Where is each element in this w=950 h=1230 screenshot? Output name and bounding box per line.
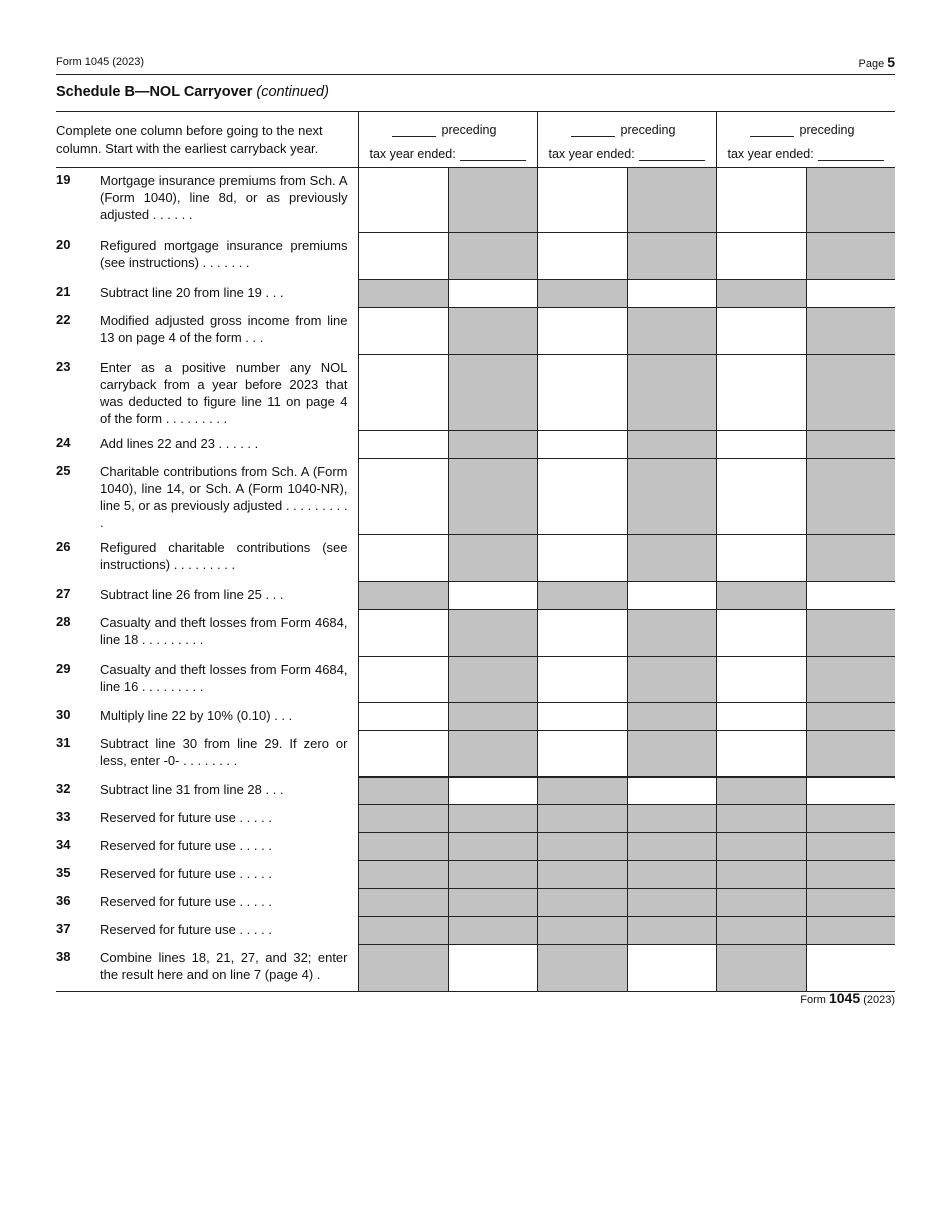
table-row — [56, 703, 895, 731]
shaded-cell — [358, 582, 448, 610]
page-header — [56, 54, 895, 75]
shaded-cell — [627, 861, 716, 889]
table-row — [56, 917, 895, 945]
schedule-b-table — [56, 111, 895, 992]
shaded-cell — [716, 777, 806, 805]
shaded-cell — [448, 657, 537, 703]
shaded-cell — [448, 703, 537, 731]
entry-cell[interactable] — [716, 308, 806, 355]
line-description: Reserved for future use . . . . . — [100, 809, 272, 825]
preceding-year-field[interactable] — [750, 122, 794, 137]
entry-cell[interactable] — [448, 777, 537, 805]
column-header-2 — [537, 112, 716, 168]
shaded-cell — [448, 168, 537, 233]
entry-cell[interactable] — [806, 280, 895, 308]
entry-cell[interactable] — [537, 233, 627, 280]
preceding-label: preceding — [620, 123, 676, 137]
shaded-cell — [806, 535, 895, 582]
entry-cell[interactable] — [627, 777, 716, 805]
line-description: Mortgage insurance premiums from Sch. A (Form 1040), line 8d, or as previously adjusted . . . . . . — [100, 173, 348, 222]
shaded-cell — [716, 861, 806, 889]
line-description: Reserved for future use . . . . . — [100, 837, 272, 853]
line-description: Casualty and theft losses from Form 4684, line 16 . . . . . . . . . — [100, 661, 348, 694]
footer-form-number: 1045 — [828, 990, 861, 1006]
entry-cell[interactable] — [806, 945, 895, 992]
page-number-value: 5 — [887, 54, 895, 70]
entry-cell[interactable] — [716, 657, 806, 703]
line-description: Reserved for future use . . . . . — [100, 865, 272, 881]
shaded-cell — [806, 610, 895, 657]
shaded-cell — [806, 657, 895, 703]
shaded-cell — [806, 703, 895, 731]
shaded-cell — [448, 610, 537, 657]
entry-cell[interactable] — [537, 610, 627, 657]
line-number: 31 — [56, 734, 71, 750]
entry-cell[interactable] — [537, 657, 627, 703]
shaded-cell — [448, 889, 537, 917]
entry-cell[interactable] — [358, 431, 448, 459]
entry-cell[interactable] — [716, 703, 806, 731]
shaded-cell — [448, 731, 537, 777]
line-description: Reserved for future use . . . . . — [100, 921, 272, 937]
entry-cell[interactable] — [716, 431, 806, 459]
shaded-cell — [806, 917, 895, 945]
table-row — [56, 459, 895, 535]
line-description: Subtract line 30 from line 29. If zero or less, enter -0- . . . . . . . . — [100, 735, 348, 768]
shaded-cell — [806, 308, 895, 355]
line-number: 22 — [56, 311, 71, 327]
entry-cell[interactable] — [716, 610, 806, 657]
line-number: 21 — [56, 283, 71, 299]
shaded-cell — [448, 535, 537, 582]
shaded-cell — [627, 610, 716, 657]
tax-year-ended-field[interactable] — [460, 146, 526, 161]
shaded-cell — [537, 582, 627, 610]
shaded-cell — [537, 917, 627, 945]
line-description: Enter as a positive number any NOL carryback from a year before 2023 that was deducted to figure line 11 on page 4 of the form . . . . . . . . . — [100, 359, 348, 426]
column-header-1 — [358, 112, 537, 168]
shaded-cell — [448, 833, 537, 861]
shaded-cell — [806, 168, 895, 233]
table-row — [56, 889, 895, 917]
entry-cell[interactable] — [358, 657, 448, 703]
table-row — [56, 777, 895, 805]
page-footer — [800, 990, 895, 1006]
page-label: Page — [858, 58, 885, 70]
shaded-cell — [627, 889, 716, 917]
entry-cell[interactable] — [716, 168, 806, 233]
page-number — [859, 54, 896, 70]
schedule-title-main: Schedule B—NOL Carryover — [56, 84, 253, 100]
shaded-cell — [806, 805, 895, 833]
column-header-row — [56, 112, 895, 168]
tax-year-ended-label: tax year ended: — [548, 147, 635, 161]
line-description: Combine lines 18, 21, 27, and 32; enter the result here and on line 7 (page 4) . — [100, 945, 358, 992]
footer-form-word: Form — [800, 994, 826, 1006]
line-number: 37 — [56, 920, 71, 936]
shaded-cell — [448, 861, 537, 889]
shaded-cell — [716, 917, 806, 945]
line-number: 27 — [56, 585, 71, 601]
shaded-cell — [716, 280, 806, 308]
table-row — [56, 861, 895, 889]
shaded-cell — [448, 308, 537, 355]
table-row — [56, 355, 895, 431]
shaded-cell — [627, 355, 716, 431]
entry-cell[interactable] — [537, 308, 627, 355]
shaded-cell — [627, 431, 716, 459]
line-description: Modified adjusted gross income from line 13 on page 4 of the form . . . — [100, 312, 348, 345]
shaded-cell — [448, 805, 537, 833]
shaded-cell — [627, 233, 716, 280]
line-number: 32 — [56, 780, 71, 796]
entry-cell[interactable] — [627, 280, 716, 308]
line-description: Reserved for future use . . . . . — [100, 893, 272, 909]
column-header-3 — [716, 112, 895, 168]
line-number: 34 — [56, 836, 71, 852]
shaded-cell — [358, 833, 448, 861]
shaded-cell — [537, 861, 627, 889]
table-row — [56, 610, 895, 657]
line-description: Refigured charitable contributions (see instructions) . . . . . . . . . — [100, 539, 348, 572]
line-number: 35 — [56, 864, 71, 880]
shaded-cell — [358, 945, 448, 992]
line-number: 30 — [56, 706, 71, 722]
shaded-cell — [448, 917, 537, 945]
line-number: 36 — [56, 892, 71, 908]
line-number: 38 — [56, 945, 100, 992]
entry-cell[interactable] — [716, 731, 806, 777]
tax-year-ended-label: tax year ended: — [727, 147, 814, 161]
shaded-cell — [806, 431, 895, 459]
shaded-cell — [627, 917, 716, 945]
table-row — [56, 805, 895, 833]
line-number: 25 — [56, 462, 71, 478]
schedule-title-suffix: (continued) — [256, 84, 329, 100]
tax-year-ended-field[interactable] — [818, 146, 884, 161]
line-description: Charitable contributions from Sch. A (Form 1040), line 14, or Sch. A (Form 1040-NR), line 5, or as previously adjusted . . . . . . . . . . — [100, 463, 348, 530]
table-row — [56, 582, 895, 610]
entry-cell[interactable] — [806, 777, 895, 805]
line-number: 23 — [56, 358, 71, 374]
shaded-cell — [806, 233, 895, 280]
shaded-cell — [806, 833, 895, 861]
entry-cell[interactable] — [448, 582, 537, 610]
entry-cell[interactable] — [537, 535, 627, 582]
entry-cell[interactable] — [537, 459, 627, 535]
shaded-cell — [537, 777, 627, 805]
entry-cell[interactable] — [448, 280, 537, 308]
shaded-cell — [716, 889, 806, 917]
table-row — [56, 168, 895, 233]
table-row — [56, 657, 895, 703]
shaded-cell — [627, 731, 716, 777]
shaded-cell — [716, 945, 806, 992]
table-row — [56, 945, 895, 992]
table-row — [56, 535, 895, 582]
table-row — [56, 833, 895, 861]
shaded-cell — [537, 945, 627, 992]
shaded-cell — [627, 703, 716, 731]
shaded-cell — [627, 168, 716, 233]
entry-cell[interactable] — [358, 703, 448, 731]
line-number: 20 — [56, 236, 71, 252]
shaded-cell — [358, 917, 448, 945]
entry-cell[interactable] — [537, 168, 627, 233]
table-row — [56, 431, 895, 459]
line-number: 19 — [56, 172, 71, 187]
shaded-cell — [627, 805, 716, 833]
intro-text: Complete one column before going to the next column. Start with the earliest carryback year. — [56, 123, 323, 156]
entry-cell[interactable] — [537, 703, 627, 731]
shaded-cell — [627, 459, 716, 535]
entry-cell[interactable] — [358, 731, 448, 777]
shaded-cell — [358, 777, 448, 805]
table-row — [56, 280, 895, 308]
entry-cell[interactable] — [358, 168, 448, 233]
shaded-cell — [537, 805, 627, 833]
entry-cell[interactable] — [358, 308, 448, 355]
entry-cell[interactable] — [448, 945, 537, 992]
shaded-cell — [358, 861, 448, 889]
line-description: Refigured mortgage insurance premiums (see instructions) . . . . . . . — [100, 237, 348, 270]
shaded-cell — [627, 535, 716, 582]
schedule-title — [56, 84, 329, 100]
tax-year-ended-field[interactable] — [639, 146, 705, 161]
shaded-cell — [716, 582, 806, 610]
footer-year: (2023) — [863, 994, 895, 1006]
shaded-cell — [358, 889, 448, 917]
shaded-cell — [537, 280, 627, 308]
shaded-cell — [806, 459, 895, 535]
preceding-year-field[interactable] — [571, 122, 615, 137]
table-row — [56, 233, 895, 280]
shaded-cell — [448, 459, 537, 535]
shaded-cell — [627, 308, 716, 355]
entry-cell[interactable] — [716, 459, 806, 535]
entry-cell[interactable] — [358, 459, 448, 535]
shaded-cell — [806, 355, 895, 431]
shaded-cell — [537, 833, 627, 861]
form-id: Form 1045 (2023) — [56, 56, 145, 68]
table-row — [56, 731, 895, 777]
line-description: Subtract line 26 from line 25 . . . — [100, 586, 284, 602]
preceding-year-field[interactable] — [392, 122, 436, 137]
entry-cell[interactable] — [806, 582, 895, 610]
shaded-cell — [537, 889, 627, 917]
line-number: 26 — [56, 538, 71, 554]
entry-cell[interactable] — [716, 535, 806, 582]
shaded-cell — [806, 731, 895, 777]
line-description: Subtract line 31 from line 28 . . . — [100, 781, 284, 797]
preceding-label: preceding — [799, 123, 855, 137]
shaded-cell — [448, 431, 537, 459]
shaded-cell — [716, 805, 806, 833]
entry-cell[interactable] — [537, 731, 627, 777]
entry-cell[interactable] — [627, 582, 716, 610]
shaded-cell — [716, 833, 806, 861]
shaded-cell — [806, 889, 895, 917]
shaded-cell — [448, 355, 537, 431]
line-description: Add lines 22 and 23 . . . . . . — [100, 435, 259, 451]
shaded-cell — [627, 833, 716, 861]
line-number: 33 — [56, 808, 71, 824]
line-number: 29 — [56, 660, 71, 676]
entry-cell[interactable] — [716, 233, 806, 280]
entry-cell[interactable] — [358, 355, 448, 431]
intro-cell — [56, 112, 358, 168]
entry-cell[interactable] — [358, 233, 448, 280]
entry-cell[interactable] — [537, 355, 627, 431]
shaded-cell — [806, 861, 895, 889]
entry-cell[interactable] — [537, 431, 627, 459]
shaded-cell — [627, 657, 716, 703]
tax-year-ended-label: tax year ended: — [369, 147, 456, 161]
shaded-cell — [358, 805, 448, 833]
entry-cell[interactable] — [627, 945, 716, 992]
entry-cell[interactable] — [358, 610, 448, 657]
table-row — [56, 308, 895, 355]
line-number: 28 — [56, 613, 71, 629]
entry-cell[interactable] — [716, 355, 806, 431]
line-description: Subtract line 20 from line 19 . . . — [100, 284, 284, 300]
shaded-cell — [448, 233, 537, 280]
line-number: 24 — [56, 434, 71, 450]
entry-cell[interactable] — [358, 535, 448, 582]
line-description: Casualty and theft losses from Form 4684, line 18 . . . . . . . . . — [100, 614, 348, 647]
shaded-cell — [358, 280, 448, 308]
line-description: Multiply line 22 by 10% (0.10) . . . — [100, 707, 293, 723]
preceding-label: preceding — [441, 123, 497, 137]
